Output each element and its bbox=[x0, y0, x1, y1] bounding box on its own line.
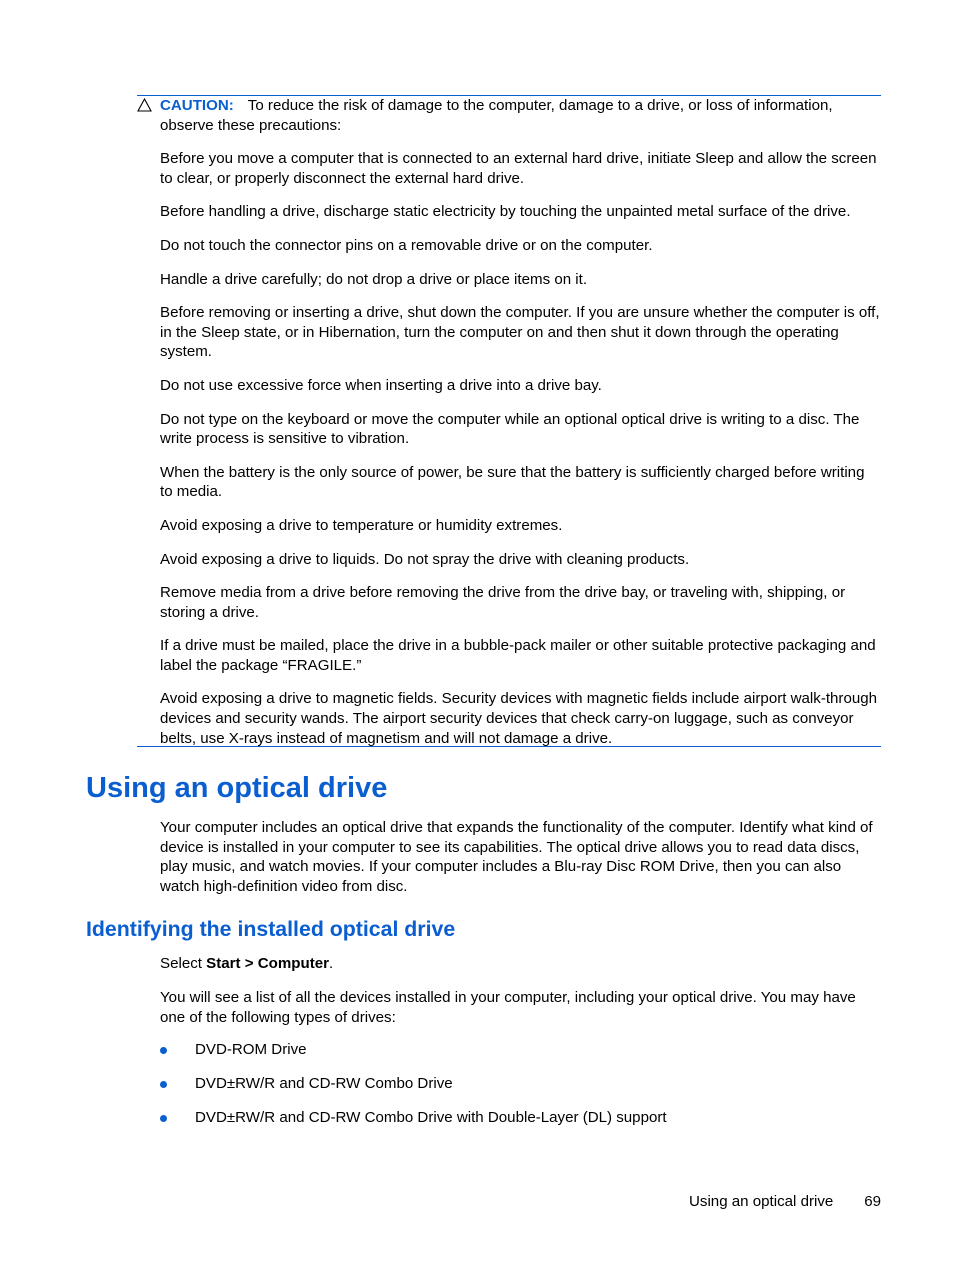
caution-intro-text: To reduce the risk of damage to the computer, damage to a drive, or loss of information, observe these precautions: bbox=[160, 97, 833, 134]
list-item bbox=[160, 1040, 882, 1074]
caution-item: Do not use excessive force when inserting a drive into a drive bay. bbox=[160, 376, 602, 394]
select-instruction bbox=[160, 954, 882, 974]
drive-list bbox=[160, 1040, 882, 1142]
drives-intro: You will see a list of all the devices installed in your computer, including your optical drive. You may have one of the following types of drives: bbox=[160, 989, 856, 1026]
caution-item: Avoid exposing a drive to magnetic fields. Security devices with magnetic fields include airport walk-through devices and security wands. The airport security devices that check carry-on luggage, such as conveyor belts, use X-rays instead of magnetism and will not damage a drive. bbox=[160, 690, 878, 747]
caution-item: When the battery is the only source of power, be sure that the battery is sufficiently charged before writing to media. bbox=[160, 463, 865, 501]
section-intro: Your computer includes an optical drive that expands the functionality of the computer. Identify what kind of device is installed in your computer to see its capabilities. The optical drive allows you to read data discs, play music, and watch movies. If your computer includes a Blu-ray Disc ROM Drive, then you can also watch high-definition video from disc. bbox=[160, 819, 873, 895]
page-number: 69 bbox=[864, 1193, 881, 1210]
select-suffix: . bbox=[329, 955, 334, 972]
subsection-heading: Identifying the installed optical drive bbox=[86, 917, 456, 941]
caution-item: If a drive must be mailed, place the drive in a bubble-pack mailer or other suitable protective packaging and label the package “FRAGILE.” bbox=[160, 637, 876, 674]
select-path: Start > Computer bbox=[206, 955, 330, 972]
section-heading: Using an optical drive bbox=[86, 772, 388, 804]
caution-item: Do not type on the keyboard or move the computer while an optional optical drive is writing to a disc. The write process is sensitive to vibration. bbox=[160, 410, 860, 448]
caution-item: Avoid exposing a drive to liquids. Do not spray the drive with cleaning products. bbox=[160, 550, 690, 568]
caution-item: Before you move a computer that is connected to an external hard drive, initiate Sleep and allow the screen to clear, or properly disconnect the external hard drive. bbox=[160, 150, 877, 187]
warning-triangle-icon bbox=[137, 98, 152, 112]
caution-item: Avoid exposing a drive to temperature or humidity extremes. bbox=[160, 516, 563, 534]
list-item bbox=[160, 1074, 882, 1108]
caution-intro bbox=[160, 96, 881, 135]
list-item bbox=[160, 1108, 882, 1142]
drive-type: DVD-ROM Drive bbox=[195, 1041, 307, 1058]
bullet-icon bbox=[160, 1047, 167, 1054]
page-footer bbox=[689, 1192, 881, 1212]
drive-type: DVD±RW/R and CD-RW Combo Drive with Double-Layer (DL) support bbox=[195, 1109, 667, 1126]
select-prefix: Select bbox=[160, 955, 207, 972]
drive-type: DVD±RW/R and CD-RW Combo Drive bbox=[195, 1075, 453, 1092]
caution-item: Handle a drive carefully; do not drop a drive or place items on it. bbox=[160, 270, 588, 288]
caution-item: Before removing or inserting a drive, shut down the computer. If you are unsure whether the computer is off, in the Sleep state, or in Hibernation, turn the computer on and then shut it down through the operating system. bbox=[160, 304, 880, 361]
bullet-icon bbox=[160, 1115, 167, 1122]
bullet-icon bbox=[160, 1081, 167, 1088]
caution-item: Remove media from a drive before removing the drive from the drive bay, or traveling with, shipping, or storing a drive. bbox=[160, 584, 846, 621]
caution-item: Before handling a drive, discharge static electricity by touching the unpainted metal surface of the drive. bbox=[160, 203, 851, 221]
caution-label: CAUTION: bbox=[160, 97, 234, 114]
caution-text bbox=[160, 96, 881, 762]
caution-box bbox=[137, 95, 881, 747]
caution-item: Do not touch the connector pins on a removable drive or on the computer. bbox=[160, 236, 653, 254]
footer-section-name: Using an optical drive bbox=[689, 1193, 834, 1210]
